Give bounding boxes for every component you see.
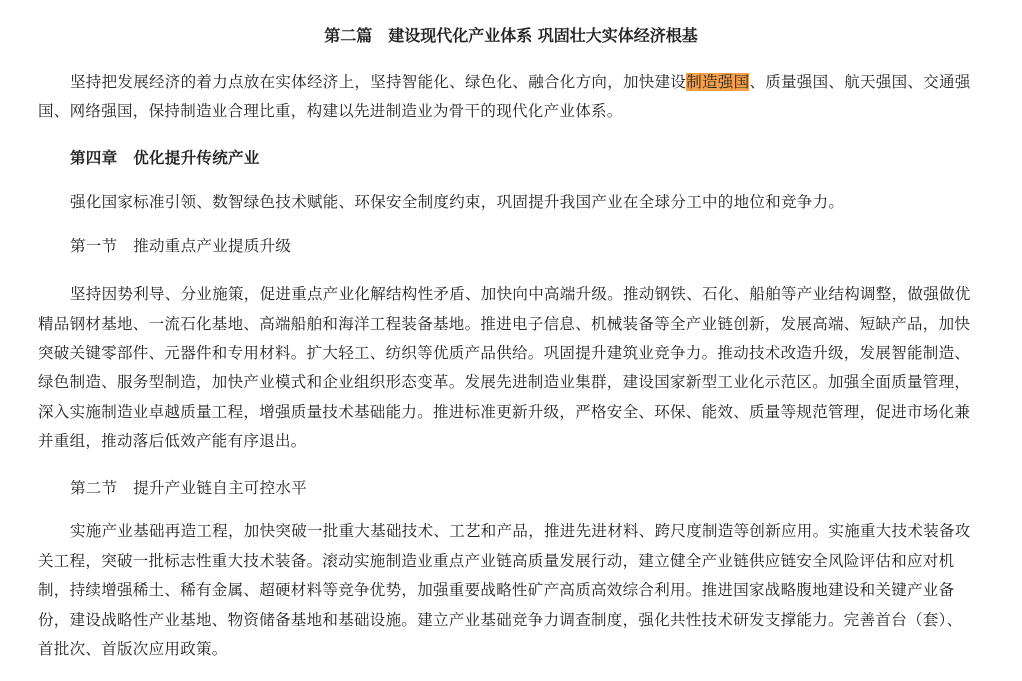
section1-line: 深入实施制造业卓越质量工程，增强质量技术基础能力。推进标准更新升级，严格安全、环保、能效、质量等规范管理，促进市场化兼 bbox=[38, 403, 971, 421]
section1-line: 突破关键零部件、元器件和专用材料。扩大轻工、纺织等优质产品供给。巩固提升建筑业竞争力。推动技术改造升级，发展智能制造、 bbox=[38, 344, 971, 362]
intro-text-after: 、质量强国、航天强国、交通强 bbox=[749, 73, 971, 91]
section-heading-2: 第二节 提升产业链自主可控水平 bbox=[70, 479, 308, 497]
intro-line-1 bbox=[70, 72, 971, 92]
chapter-heading: 第四章 优化提升传统产业 bbox=[70, 149, 260, 167]
section2-line: 实施产业基础再造工程，加快突破一批重大基础技术、工艺和产品，推进先进材料、跨尺度制造等创新应用。实施重大技术装备攻 bbox=[70, 522, 971, 540]
section1-line: 绿色制造、服务型制造，加快产业模式和企业组织形态变革。发展先进制造业集群，建设国家新型工业化示范区。加强全面质量管理， bbox=[38, 373, 971, 391]
section2-line: 制，持续增强稀土、稀有金属、超硬材料等竞争优势，加强重要战略性矿产高质高效综合利用。推进国家战略腹地建设和关键产业备 bbox=[38, 581, 955, 599]
section1-line: 并重组，推动落后低效产能有序退出。 bbox=[38, 432, 307, 450]
section2-line: 首批次、首版次应用政策。 bbox=[38, 640, 228, 658]
section1-line: 坚持因势利导、分业施策，促进重点产业化解结构性矛盾、加快向中高端升级。推动钢铁、石化、船舶等产业结构调整，做强做优 bbox=[70, 285, 971, 303]
highlighted-term: 制造强国 bbox=[686, 73, 750, 91]
section2-line: 份，建设战略性产业基地、物资储备基地和基础设施。建立产业基础竞争力调查制度，强化共性技术研发支撑能力。完善首台（套）、 bbox=[38, 611, 963, 629]
section2-line: 关工程，突破一批标志性重大技术装备。滚动实施制造业重点产业链高质量发展行动，建立健全产业链供应链安全风险评估和应对机 bbox=[38, 552, 955, 570]
intro-line-2: 国、网络强国，保持制造业合理比重，构建以先进制造业为骨干的现代化产业体系。 bbox=[38, 102, 623, 120]
chapter-intro: 强化国家标准引领、数智绿色技术赋能、环保安全制度约束，巩固提升我国产业在全球分工中的地位和竞争力。 bbox=[70, 193, 845, 211]
intro-text-before: 坚持把发展经济的着力点放在实体经济上，坚持智能化、绿色化、融合化方向，加快建设 bbox=[70, 73, 687, 91]
section1-line: 精品钢材基地、一流石化基地、高端船舶和海洋工程装备基地。推进电子信息、机械装备等全产业链创新，发展高端、短缺产品，加快 bbox=[38, 315, 971, 333]
part-title: 第二篇 建设现代化产业体系 巩固壮大实体经济根基 bbox=[324, 26, 698, 45]
section-heading-1: 第一节 推动重点产业提质升级 bbox=[70, 237, 292, 255]
